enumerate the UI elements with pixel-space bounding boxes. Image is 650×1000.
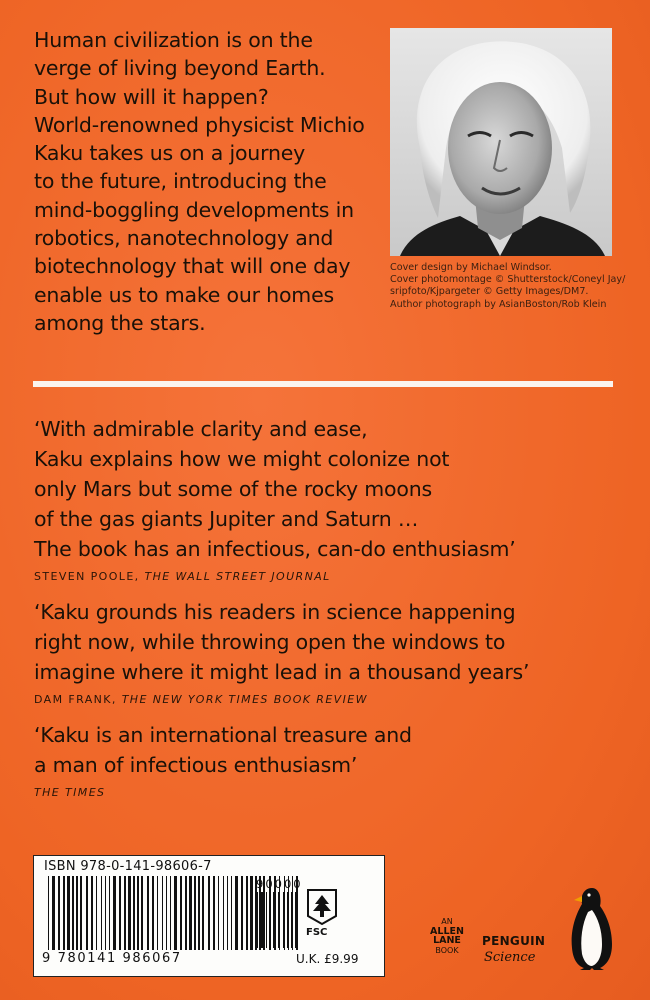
quote-line: of the gas giants Jupiter and Saturn …	[34, 507, 419, 531]
allen-book: BOOK	[435, 945, 459, 955]
allen-an: AN	[441, 917, 453, 926]
quote-line: Kaku explains how we might colonize not	[34, 447, 450, 471]
quote-line: The book has an infectious, can-do enthusiasm’	[34, 537, 516, 561]
blurb-line: to the future, introducing the	[34, 169, 327, 194]
barcode-bar	[124, 876, 126, 950]
quote-line: imagine where it might lead in a thousand years’	[34, 660, 530, 684]
barcode-bar	[128, 876, 131, 950]
isbn-label: ISBN 978-0-141-98606-7	[44, 859, 212, 874]
quote-line: ‘With admirable clarity and ease,	[34, 417, 368, 441]
barcode-bar	[109, 876, 110, 950]
credit-line: Cover design by Michael Windsor.	[390, 262, 552, 273]
barcode-bar	[261, 892, 263, 948]
barcode-bar	[270, 892, 271, 948]
review-quote-2	[34, 597, 634, 706]
quote-line: ‘Kaku is an international treasure and	[34, 723, 412, 747]
barcode-bar	[119, 876, 121, 950]
barcode-bar	[287, 892, 289, 948]
barcode-bar	[246, 876, 248, 950]
barcode-bar	[86, 876, 88, 950]
science-wordmark: Science	[484, 950, 536, 965]
barcode-bar	[52, 876, 55, 950]
credit-line: Author photograph by AsianBoston/Rob Klein	[390, 298, 607, 310]
barcode-panel	[33, 855, 385, 977]
barcode-bar	[231, 876, 232, 950]
price-label: U.K. £9.99	[296, 952, 359, 966]
fsc-label: FSC	[306, 927, 328, 938]
quote-line: a man of infectious enthusiasm’	[34, 753, 358, 777]
barcode-bar	[202, 876, 204, 950]
barcode-digits: 9 780141 986067	[42, 951, 182, 966]
quote-line: right now, while throwing open the windows to	[34, 630, 506, 654]
blurb-line: World-renowned physicist Michio	[34, 112, 365, 137]
barcode-bar	[213, 876, 215, 950]
attribution-source: THE NEW YORK TIMES BOOK REVIEW	[121, 693, 368, 706]
quote-attribution	[34, 786, 634, 799]
section-divider	[33, 381, 613, 387]
barcode-bar	[295, 892, 297, 948]
barcode-bar	[208, 876, 210, 950]
barcode-bar	[101, 876, 102, 950]
barcode-bar	[137, 876, 139, 950]
barcode-bar	[96, 876, 97, 950]
barcode-bar	[278, 892, 280, 948]
quote-line: only Mars but some of the rocky moons	[34, 477, 432, 501]
review-quote-1	[34, 414, 634, 583]
barcode-bar	[133, 876, 135, 950]
barcode-bar	[174, 876, 177, 950]
quote-attribution	[34, 693, 634, 706]
barcode-bar	[185, 876, 187, 950]
barcode-bar	[198, 876, 200, 950]
barcode-bar	[76, 876, 78, 950]
barcode-bar	[63, 876, 65, 950]
barcode-bar	[283, 892, 285, 948]
credit-line: Cover photomontage © Shutterstock/Coneyl Jay/	[390, 274, 626, 286]
blurb-line: Kaku takes us on a journey	[34, 141, 306, 166]
barcode-bar	[180, 876, 182, 950]
barcode-bar	[141, 876, 143, 950]
blurb-line: But how will it happen?	[34, 84, 269, 109]
barcode-bar	[105, 876, 106, 950]
barcode-bar	[91, 876, 93, 950]
blurb-text	[34, 26, 374, 337]
barcode-bar	[72, 876, 74, 950]
blurb-line: mind-boggling developments in	[34, 197, 354, 222]
blurb-line: robotics, nanotechnology and	[34, 226, 334, 251]
blurb-line: among the stars.	[34, 310, 206, 335]
blurb-line: Human civilization is on the	[34, 28, 313, 52]
barcode-bar	[189, 876, 192, 950]
barcode-bar	[223, 876, 224, 950]
barcode-bar	[273, 892, 275, 948]
blurb-line: enable us to make our homes	[34, 282, 334, 307]
allen-lane-logo	[421, 917, 473, 955]
author-photo	[390, 28, 612, 256]
addon-barcode-image	[252, 892, 300, 948]
barcode-bar	[252, 892, 253, 948]
blurb-line: biotechnology that will one day	[34, 254, 351, 279]
credit-line: sripfoto/Kjpargeter © Getty Images/DM7.	[390, 286, 589, 298]
addon-code: 90000	[256, 877, 303, 891]
attribution-source: THE WALL STREET JOURNAL	[144, 570, 331, 583]
barcode-bar	[256, 892, 258, 948]
barcode-bar	[58, 876, 60, 950]
barcode-bar	[48, 876, 49, 950]
barcode-bar	[166, 876, 167, 950]
barcode-bar	[291, 892, 292, 948]
review-quote-3	[34, 720, 634, 799]
barcode-bar	[162, 876, 163, 950]
barcode-bar	[113, 876, 116, 950]
barcode-bar	[235, 876, 238, 950]
barcode-bar	[194, 876, 196, 950]
penguin-logo-icon	[562, 884, 622, 972]
blurb-line: verge of living beyond Earth.	[34, 56, 326, 81]
quote-attribution	[34, 570, 634, 583]
attribution-author: STEVEN POOLE,	[34, 570, 145, 583]
barcode-bar	[266, 892, 267, 948]
barcode-bar	[147, 876, 149, 950]
barcode-bar	[157, 876, 158, 950]
allen-lane: LANE	[433, 935, 461, 946]
barcode-bar	[170, 876, 171, 950]
fsc-tree-icon	[302, 886, 342, 926]
barcode-bar	[80, 876, 82, 950]
barcode-bar	[218, 876, 219, 950]
penguin-wordmark: PENGUIN	[482, 934, 546, 948]
author-portrait-image	[390, 28, 612, 256]
barcode-bar	[67, 876, 70, 950]
cover-credits	[390, 262, 630, 311]
attribution-author: DAM FRANK,	[34, 693, 122, 706]
barcode-bar	[152, 876, 154, 950]
barcode-bar	[227, 876, 228, 950]
barcode-bar	[241, 876, 243, 950]
allen-allen: ALLEN	[430, 925, 464, 937]
quote-line: ‘Kaku grounds his readers in science happening	[34, 600, 516, 624]
attribution-source: THE TIMES	[34, 786, 106, 799]
